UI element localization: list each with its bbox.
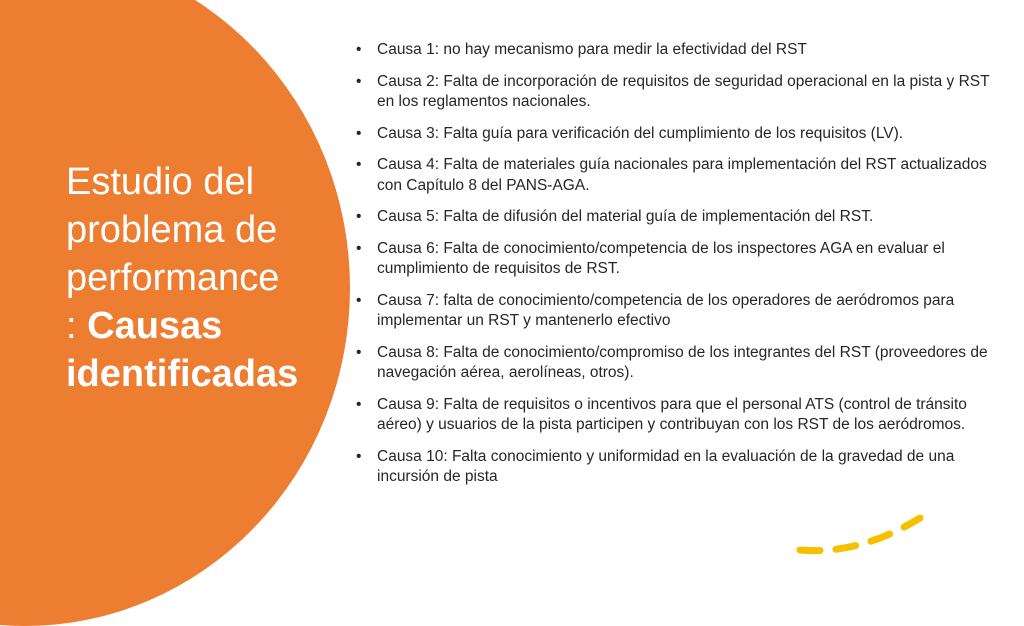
title-line-4-highlight: Causas bbox=[87, 305, 223, 347]
cause-text: Causa 2: Falta de incorporación de requisitos de seguridad operacional en la pista y RST en los reglamentos nacionales. bbox=[377, 72, 990, 110]
cause-text: Causa 4: Falta de materiales guía nacionales para implementación del RST actualizados con Capítulo 8 del PANS-AGA. bbox=[377, 156, 987, 194]
cause-text: Causa 5: Falta de difusión del material guía de implementación del RST. bbox=[377, 208, 874, 225]
list-item bbox=[356, 155, 1008, 196]
bullet-icon: • bbox=[356, 291, 362, 309]
bullet-icon: • bbox=[356, 447, 362, 465]
list-item bbox=[356, 239, 1008, 280]
list-item bbox=[356, 343, 1008, 384]
list-item bbox=[356, 291, 1008, 332]
bullet-icon: • bbox=[356, 41, 362, 58]
title-line-4-prefix: : bbox=[66, 305, 88, 347]
bullet-icon: • bbox=[356, 395, 362, 413]
list-item bbox=[356, 207, 1008, 228]
list-item bbox=[356, 447, 1008, 488]
cause-text: Causa 6: Falta de conocimiento/competencia de los inspectores AGA en evaluar el cumplimiento de requisitos de RST. bbox=[377, 239, 945, 277]
list-item bbox=[356, 72, 1008, 113]
cause-text: Causa 7: falta de conocimiento/competencia de los operadores de aeródromos para implementar un RST y mantenerlo efectivo bbox=[377, 291, 955, 329]
bullet-icon: • bbox=[356, 343, 362, 361]
title-line-3: performance bbox=[66, 257, 280, 299]
bullet-icon: • bbox=[356, 156, 362, 173]
cause-text: Causa 9: Falta de requisitos o incentivos para que el personal ATS (control de tránsito aéreo) y usuarios de la pista participen y contribuyan con los RST de los aeródromos. bbox=[377, 395, 967, 433]
list-item bbox=[356, 124, 1008, 145]
title-line-2: problema de bbox=[66, 209, 278, 251]
list-item bbox=[356, 40, 1008, 61]
title-line-1: Estudio del bbox=[66, 161, 255, 203]
bullet-icon: • bbox=[356, 72, 362, 90]
list-item bbox=[356, 395, 1008, 436]
yellow-dashed-swoosh-decoration bbox=[790, 510, 930, 570]
causes-list bbox=[356, 40, 1008, 499]
bullet-icon: • bbox=[356, 239, 362, 257]
slide-title bbox=[66, 158, 336, 398]
cause-text: Causa 8: Falta de conocimiento/compromiso de los integrantes del RST (proveedores de navegación aérea, aerolíneas, otros). bbox=[377, 343, 988, 381]
bullet-icon: • bbox=[356, 124, 362, 142]
bullet-icon: • bbox=[356, 208, 362, 225]
cause-text: Causa 10: Falta conocimiento y uniformidad en la evaluación de la gravedad de una incursión de pista bbox=[377, 447, 955, 485]
cause-text: Causa 3: Falta guía para verificación del cumplimiento de los requisitos (LV). bbox=[377, 124, 904, 142]
title-line-5-highlight: identificadas bbox=[66, 353, 299, 395]
cause-text: Causa 1: no hay mecanismo para medir la efectividad del RST bbox=[377, 41, 807, 58]
